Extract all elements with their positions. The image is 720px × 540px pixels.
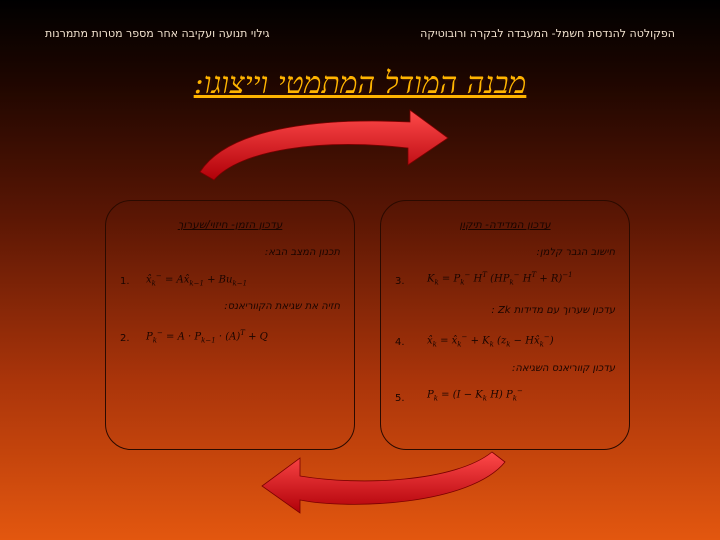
time-update-panel — [105, 200, 355, 450]
state-update-label: עדכון שערוך עם מדידות Zk : — [491, 305, 615, 316]
top-arrow — [200, 110, 448, 180]
measurement-update-panel — [380, 200, 630, 450]
covariance-prediction-label: חזיה את שגיאת הקווריאנס: — [224, 301, 340, 312]
equation-number-3: 3. — [395, 276, 405, 287]
header-faculty-text: הפקולטה להנדסת חשמל- המעבדה לבקרה ורובוטיקה — [420, 27, 675, 40]
header-project-text: גילוי תנועה ועקיבה אחר מספר מטרות מתמרנות — [45, 27, 270, 40]
measurement-update-title: עדכון המדידה- תיקון — [459, 219, 551, 231]
time-update-title: עדכון הזמן- חיזוי/שערוך — [177, 219, 283, 231]
state-prediction-equation: $x̂_k^-$ = $Ax̂_{k-1} + Bu_{k-1}$ — [146, 272, 248, 288]
equation-number-5: 5. — [395, 393, 405, 404]
bottom-arrow — [262, 452, 505, 513]
covariance-update-equation: $P_k = (I - K_k$ H) $P_k^-$ — [427, 387, 523, 403]
covariance-update-label: עדכון קווריאנס השגיאה: — [512, 363, 615, 374]
kalman-gain-label: חישוב הגבר קלמן: — [536, 247, 615, 258]
state-update-equation: $x̂_k$ = $x̂_k^- + K_k$ ($z_k$ − $Hx̂_k^-$) — [427, 333, 554, 349]
equation-number-4: 4. — [395, 337, 405, 348]
equation-number-2: 2. — [120, 333, 130, 344]
kalman-gain-equation: $K_k = P_k^-$ $H^T$ ($HP_k^-$ $H^T + R)^{-1}$ — [427, 271, 573, 287]
page-title: מבנה המודל המתמטי וייצוגו: — [193, 66, 527, 101]
state-prediction-label: תכנון המצב הבא: — [264, 247, 340, 258]
equation-number-1: 1. — [120, 276, 130, 287]
covariance-prediction-equation: $P_k^- = A \cdot P_{k-1} \cdot (A)^T + Q$ — [146, 329, 268, 345]
